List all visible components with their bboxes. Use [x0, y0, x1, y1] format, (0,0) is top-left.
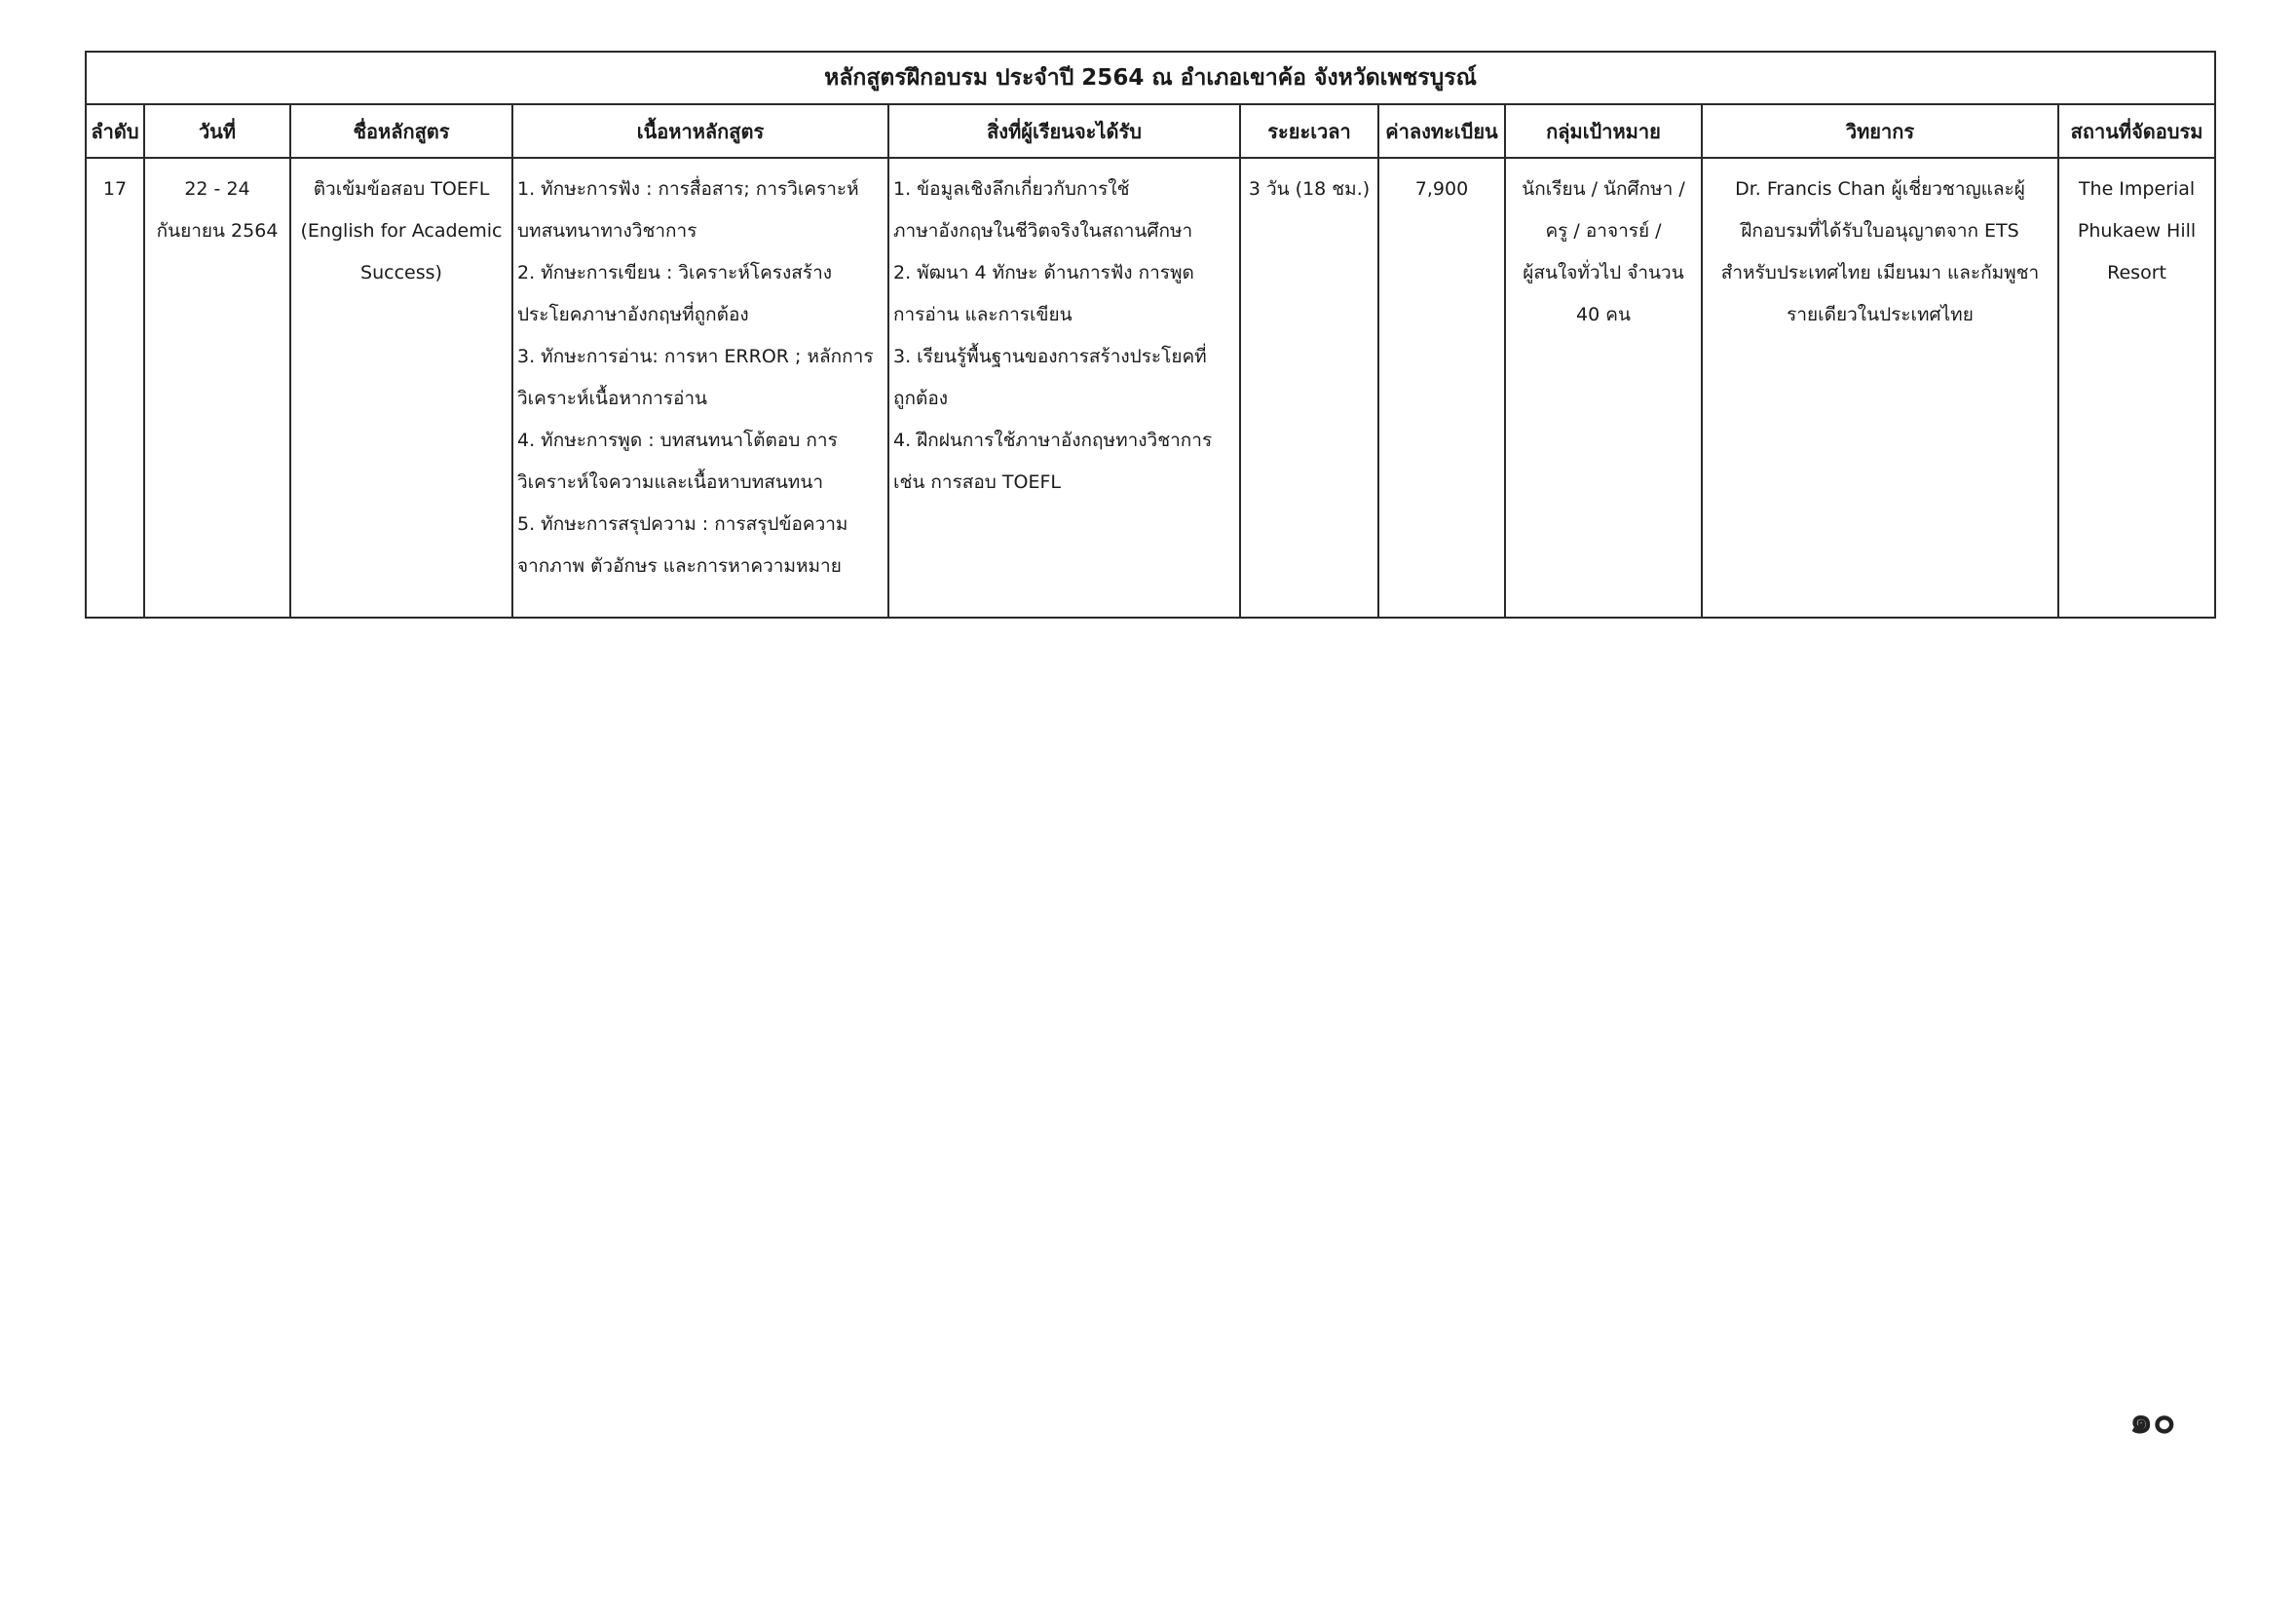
benefit-line: การอ่าน และการเขียน	[893, 304, 1073, 325]
speaker-line: ฝึกอบรมที่ได้รับใบอนุญาตจาก ETS	[1741, 220, 2019, 242]
target-line: นักเรียน / นักศึกษา /	[1522, 178, 1685, 200]
content-line: 3. ทักษะการอ่าน: การหา ERROR ; หลักการ	[517, 346, 874, 367]
venue-line: Resort	[2107, 262, 2166, 283]
benefit-line: เช่น การสอบ TOEFL	[893, 471, 1061, 493]
header-content: เนื้อหาหลักสูตร	[512, 104, 888, 158]
target-line: ครู / อาจารย์ /	[1545, 220, 1662, 242]
title-row	[86, 52, 2215, 104]
cell-date	[144, 158, 290, 618]
course-name-line: ติวเข้มข้อสอบ TOEFL	[313, 178, 490, 200]
header-target: กลุ่มเป้าหมาย	[1505, 104, 1702, 158]
cell-duration: 3 วัน (18 ชม.)	[1240, 158, 1378, 618]
content-line: วิเคราะห์ใจความและเนื้อหาบทสนทนา	[517, 471, 823, 493]
cell-content	[512, 158, 888, 618]
cell-venue	[2058, 158, 2215, 618]
cell-course-name	[290, 158, 512, 618]
content-line: ประโยคภาษาอังกฤษที่ถูกต้อง	[517, 304, 749, 325]
header-benefits: สิ่งที่ผู้เรียนจะได้รับ	[888, 104, 1240, 158]
benefit-line: 1. ข้อมูลเชิงลึกเกี่ยวกับการใช้	[893, 178, 1130, 200]
content-line: 1. ทักษะการฟัง : การสื่อสาร; การวิเคราะห์	[517, 178, 859, 200]
benefit-line: ภาษาอังกฤษในชีวิตจริงในสถานศึกษา	[893, 220, 1193, 242]
header-duration: ระยะเวลา	[1240, 104, 1378, 158]
content-line: จากภาพ ตัวอักษร และการหาความหมาย	[517, 555, 842, 577]
cell-benefits	[888, 158, 1240, 618]
content-line: 2. ทักษะการเขียน : วิเคราะห์โครงสร้าง	[517, 262, 833, 283]
date-line: กันยายน 2564	[156, 220, 279, 242]
header-row	[86, 104, 2215, 158]
content-line: วิเคราะห์เนื้อหาการอ่าน	[517, 388, 708, 409]
cell-target	[1505, 158, 1702, 618]
speaker-line: รายเดียวในประเทศไทย	[1787, 304, 1974, 325]
header-fee: ค่าลงทะเบียน	[1378, 104, 1505, 158]
benefit-line: ถูกต้อง	[893, 388, 949, 409]
cell-speaker	[1702, 158, 2058, 618]
benefit-line: 3. เรียนรู้พื้นฐานของการสร้างประโยคที่	[893, 346, 1207, 367]
course-name-line: Success)	[360, 262, 442, 283]
target-line: 40 คน	[1576, 304, 1631, 325]
speaker-line: สำหรับประเทศไทย เมียนมา และกัมพูชา	[1720, 262, 2040, 283]
target-line: ผู้สนใจทั่วไป จำนวน	[1523, 262, 1684, 283]
table-title: หลักสูตรฝึกอบรม ประจำปี 2564 ณ อำเภอเขาค้อ จังหวัดเพชรบูรณ์	[86, 52, 2215, 104]
cell-fee: 7,900	[1378, 158, 1505, 618]
content-line: 4. ทักษะการพูด : บทสนทนาโต้ตอบ การ	[517, 430, 838, 451]
header-venue: สถานที่จัดอบรม	[2058, 104, 2215, 158]
course-table	[85, 51, 2216, 619]
header-speaker: วิทยากร	[1702, 104, 2058, 158]
header-course-name: ชื่อหลักสูตร	[290, 104, 512, 158]
benefit-line: 2. พัฒนา 4 ทักษะ ด้านการฟัง การพูด	[893, 262, 1194, 283]
venue-line: Phukaew Hill	[2077, 220, 2197, 242]
header-order: ลำดับ	[86, 104, 144, 158]
date-line: 22 - 24	[184, 178, 250, 200]
header-date: วันที่	[144, 104, 290, 158]
table-row	[86, 158, 2215, 618]
venue-line: The Imperial	[2078, 178, 2196, 200]
course-name-line: (English for Academic	[300, 220, 503, 242]
speaker-line: Dr. Francis Chan ผู้เชี่ยวชาญและผู้	[1735, 178, 2025, 200]
page-number: ๑๐	[2129, 1399, 2176, 1442]
benefit-line: 4. ฝึกฝนการใช้ภาษาอังกฤษทางวิชาการ	[893, 430, 1213, 451]
content-line: บทสนทนาทางวิชาการ	[517, 220, 697, 242]
cell-order: 17	[86, 158, 144, 618]
content-line: 5. ทักษะการสรุปความ : การสรุปข้อความ	[517, 513, 848, 535]
